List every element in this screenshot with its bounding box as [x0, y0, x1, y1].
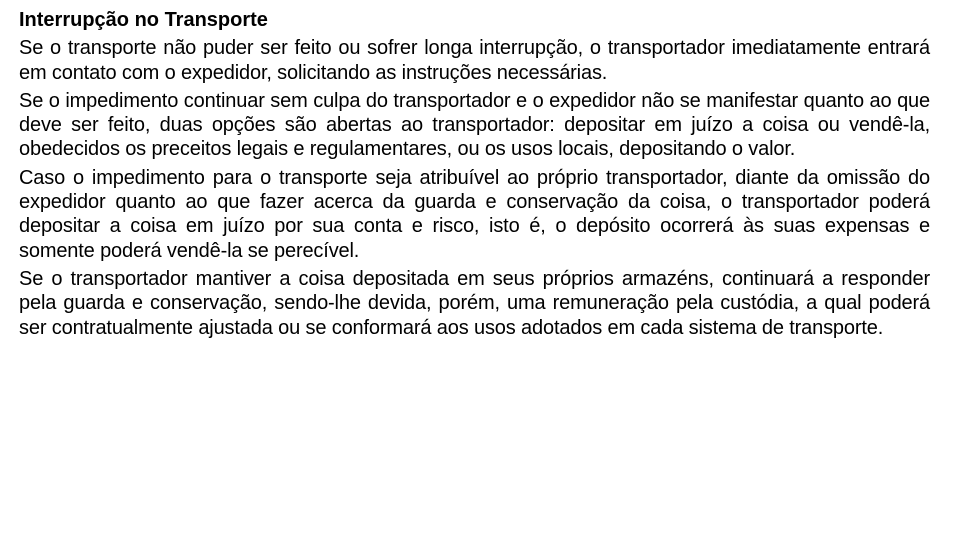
paragraph-interruption-notice: Se o transporte não puder ser feito ou sofrer longa interrupção, o transportador imediatamente entrará em contato com o expedidor, solicitando as instruções necessárias. [19, 37, 930, 84]
slide-title: Interrupção no Transporte [19, 9, 268, 31]
paragraph-warehouse-custody: Se o transportador mantiver a coisa depositada em seus próprios armazéns, continuará a responder pela guarda e conservação, sendo-lhe devida, porém, uma remuneração pela custódia, a qual poderá ser contratualmente ajustada ou se conformará aos usos adotados em cada sistema de transporte. [19, 267, 930, 339]
paragraph-carrier-fault: Caso o impedimento para o transporte seja atribuível ao próprio transportador, diante da omissão do expedidor quanto ao que fazer acerca da guarda e conservação da coisa, o transportador poderá depositar a coisa em juízo por sua conta e risco, isto é, o depósito ocorrerá às suas expensas e somente poderá vendê-la se perecível. [19, 166, 930, 262]
slide-content [19, 8, 930, 340]
paragraph-carrier-options: Se o impedimento continuar sem culpa do transportador e o expedidor não se manifestar quanto ao que deve ser feito, duas opções são abertas ao transportador: depositar em juízo a coisa ou vendê-la, obedecidos os preceitos legais e regulamentares, ou os usos locais, depositando o valor. [19, 89, 930, 161]
